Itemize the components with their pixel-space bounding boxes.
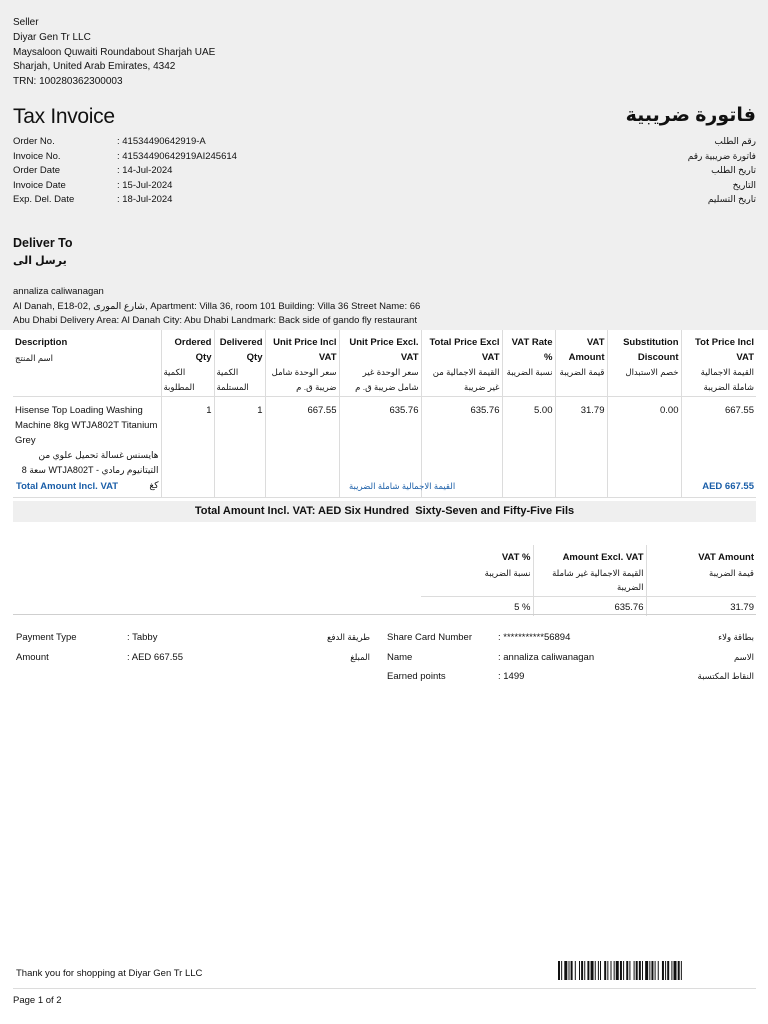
col-vat-amount — [555, 330, 607, 397]
col-vat-percent — [421, 545, 533, 596]
invoice-meta — [13, 136, 756, 209]
share-card-label-arabic: بطاقة ولاء — [718, 632, 754, 642]
col-vat-rate — [502, 330, 555, 397]
meta-row-order-no — [13, 136, 756, 151]
col-label: VAT Rate % — [511, 337, 553, 363]
meta-label: Exp. Del. Date — [13, 194, 75, 206]
cell-total-price-incl: 667.55 — [681, 397, 756, 498]
col-label: Amount Excl. VAT — [562, 552, 644, 563]
col-label-arabic: نسبة الضريبة — [506, 367, 553, 377]
cell-amount-excl-vat: 635.76 — [533, 596, 646, 616]
col-label: VAT Amount — [568, 337, 605, 363]
cell-total-price-excl: 635.76 — [421, 397, 502, 498]
cell-unit-price-incl: 667.55 — [265, 397, 339, 498]
col-label-arabic: القيمة الاجمالية غير شاملة الضريبة — [552, 567, 644, 592]
col-substitution-discount — [607, 330, 681, 397]
cell-vat-rate: 5.00 — [502, 397, 555, 498]
meta-label-arabic: التاريخ — [732, 179, 756, 190]
col-amount-excl-vat — [533, 545, 646, 596]
col-label: Unit Price Excl. VAT — [349, 337, 419, 363]
col-label: Ordered Qty — [174, 337, 212, 363]
cell-unit-price-excl: 635.76 — [339, 397, 421, 498]
payment-type-row — [16, 632, 370, 652]
thank-you-message: Thank you for shopping at Diyar Gen Tr LLC — [16, 968, 203, 979]
seller-block — [13, 16, 215, 90]
share-card-row — [387, 632, 754, 652]
total-value: AED 667.55 — [702, 481, 754, 492]
meta-value: : 41534490642919AI245614 — [117, 150, 237, 162]
payment-amount-label: Amount — [16, 651, 49, 663]
page-number: Page 1 of 2 — [13, 995, 62, 1006]
meta-label-arabic: فاتورة ضريبية رقم — [687, 150, 756, 161]
cell-delivered-qty: 1 — [214, 397, 265, 498]
col-label-arabic: القيمة الاجمالية من غير ضريبة — [432, 367, 500, 392]
payment-type-value: : Tabby — [127, 632, 158, 643]
delivery-address — [13, 285, 420, 329]
col-unit-price-incl — [265, 330, 339, 397]
col-label: Tot Price Incl VAT — [695, 337, 754, 363]
payment-amount-value: : AED 667.55 — [127, 651, 183, 663]
col-label-arabic: الكمية المطلوبة — [163, 367, 195, 392]
meta-row-invoice-no — [13, 151, 756, 166]
meta-value: : 15-Jul-2024 — [117, 179, 173, 191]
invoice-title-arabic: فاتورة ضريبية — [625, 105, 756, 126]
share-name-label: Name — [387, 651, 413, 663]
col-label-arabic: خصم الاستبدال — [625, 367, 679, 377]
earned-points-label-arabic: النقاط المكتسبة — [697, 671, 754, 681]
payment-amount-label-arabic: المبلغ — [350, 651, 370, 662]
address-line1: Al Danah, E18-02, شارع المورى, Apartment: Villa 36, room 101 Building: Villa 36 Street Name: 66 — [13, 300, 421, 312]
cell-vat-percent: 5 % — [514, 601, 531, 613]
share-name-value: : annaliza caliwanagan — [498, 651, 595, 663]
earned-points-value: : 1499 — [498, 671, 525, 682]
items-table — [13, 330, 756, 498]
payment-type-label-arabic: طريقة الدفع — [326, 632, 370, 642]
share-card-value: : ***********56894 — [498, 632, 571, 643]
share-name-row — [387, 652, 754, 672]
total-label: Total Amount Incl. VAT — [16, 481, 119, 492]
vat-summary-header-row — [421, 545, 756, 596]
col-total-price-incl — [681, 330, 756, 397]
meta-value: : 14-Jul-2024 — [117, 165, 173, 177]
barcode-icon — [558, 961, 754, 980]
col-label-arabic: القيمة الاجمالية شاملة الضريبة — [700, 367, 754, 392]
col-label: Total Price Excl VAT — [429, 337, 500, 363]
items-header-row — [13, 330, 756, 397]
seller-trn: TRN: 100280362300003 — [13, 76, 123, 88]
total-in-words: Total Amount Incl. VAT: AED Six Hundred Sixty-Seven and Fifty-Five Fils — [13, 501, 756, 522]
meta-label: Invoice No. — [13, 150, 61, 162]
col-ordered-qty — [161, 330, 214, 397]
meta-row-invoice-date — [13, 180, 756, 195]
col-label-arabic: سعر الوحدة شامل ضريبة ق. م — [271, 367, 337, 392]
cell-vat-amount: 31.79 — [646, 596, 756, 616]
seller-address-line1: Maysaloon Quwaiti Roundabout Sharjah UAE — [13, 46, 216, 58]
col-unit-price-excl — [339, 330, 421, 397]
meta-label-arabic: رقم الطلب — [714, 136, 756, 146]
col-total-price-excl — [421, 330, 502, 397]
col-vat-amount — [646, 545, 756, 596]
vat-summary-table — [421, 545, 756, 616]
footer-divider — [13, 988, 756, 989]
col-label-arabic: قيمة الضريبة — [709, 567, 754, 578]
total-amount-line — [16, 481, 754, 495]
share-card-block — [387, 632, 754, 691]
customer-name: annaliza caliwanagan — [13, 286, 104, 297]
earned-points-row — [387, 671, 754, 691]
col-label-arabic: الكمية المستلمة — [216, 367, 249, 392]
meta-label-arabic: تاريخ الطلب — [711, 165, 756, 176]
col-label: Unit Price Incl VAT — [273, 337, 337, 363]
col-label: VAT % — [501, 552, 531, 563]
meta-row-order-date — [13, 165, 756, 180]
payment-amount-row — [16, 652, 370, 672]
total-label-arabic: القيمة الاجمالية شاملة الضريبة — [349, 481, 456, 491]
col-label: Substitution Discount — [623, 337, 679, 363]
invoice-title: Tax Invoice — [13, 105, 115, 128]
col-label: Delivered Qty — [219, 337, 263, 363]
earned-points-label: Earned points — [387, 671, 446, 682]
col-label: Description — [15, 337, 68, 348]
divider — [13, 614, 756, 615]
share-name-label-arabic: الاسم — [734, 651, 754, 662]
table-row — [421, 596, 756, 616]
meta-label: Order Date — [13, 165, 60, 177]
share-card-label: Share Card Number — [387, 632, 473, 643]
meta-label-arabic: تاريخ التسليم — [707, 194, 756, 205]
col-label-arabic: سعر الوحدة غير شامل ضريبة ق. م — [355, 367, 419, 392]
cell-substitution-discount: 0.00 — [607, 397, 681, 498]
col-description — [13, 330, 161, 397]
cell-vat-amount: 31.79 — [555, 397, 607, 498]
item-description-arabic: هايسنس غسالة تحميل علوي من التيتانيوم رمادي - WTJA802T سعة 8 كغ — [21, 450, 159, 490]
seller-address-line2: Sharjah, United Arab Emirates, 4342 — [13, 61, 176, 73]
col-label-arabic: اسم المنتج — [15, 352, 53, 363]
item-description: Hisense Top Loading Washing Machine 8kg WTJA802T Titanium Grey — [15, 405, 158, 446]
meta-value: : 18-Jul-2024 — [117, 194, 173, 206]
address-line2: Abu Dhabi Delivery Area: Al Danah City: Abu Dhabi Landmark: Back side of gando fly restaurant — [13, 315, 417, 326]
col-delivered-qty — [214, 330, 265, 397]
payment-block — [16, 632, 370, 671]
deliver-to-heading: Deliver To — [13, 236, 73, 250]
col-label-arabic: نسبة الضريبة — [484, 567, 531, 578]
deliver-to-heading-arabic: يرسل الى — [13, 255, 67, 267]
seller-heading: Seller — [13, 17, 39, 28]
meta-label: Invoice Date — [13, 179, 66, 191]
seller-name: Diyar Gen Tr LLC — [13, 31, 91, 43]
col-label: VAT Amount — [698, 552, 754, 563]
cell-ordered-qty: 1 — [161, 397, 214, 498]
payment-type-label: Payment Type — [16, 632, 77, 643]
meta-value: : 41534490642919-A — [117, 136, 206, 147]
meta-label: Order No. — [13, 136, 55, 147]
col-label-arabic: قيمة الضريبة — [559, 367, 605, 377]
meta-row-delivery-date — [13, 194, 756, 209]
